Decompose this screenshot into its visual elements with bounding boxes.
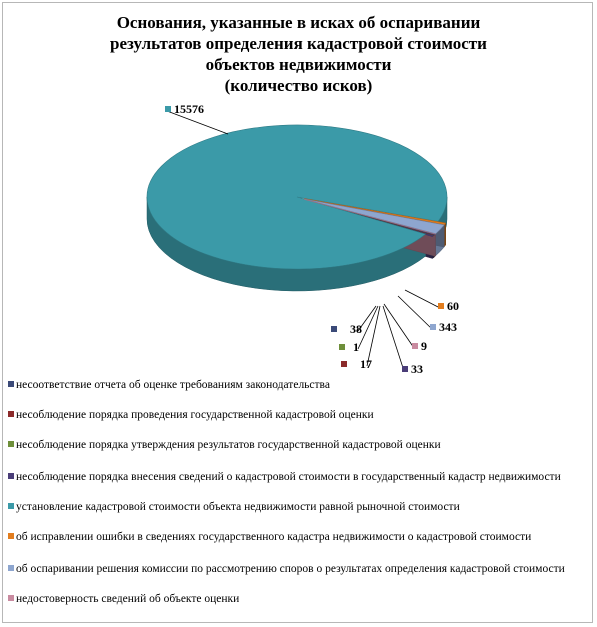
leader-line <box>405 290 440 308</box>
data-label-swatch <box>339 344 345 350</box>
legend-item <box>8 438 590 452</box>
chart-title-line: результатов определения кадастровой стоимости <box>110 34 487 53</box>
data-label: 38 <box>350 322 362 336</box>
legend-swatch <box>8 441 14 447</box>
data-label: 9 <box>421 339 427 353</box>
legend-label: несоблюдение порядка внесения сведений о кадастровой стоимости в государственный кадастр недвижимости <box>16 471 561 483</box>
legend-label: несоблюдение порядка проведения государственной кадастровой оценки <box>16 409 374 421</box>
data-label-swatch <box>438 303 444 309</box>
legend-swatch <box>8 533 14 539</box>
legend-swatch <box>8 595 14 601</box>
pie-slices <box>147 125 447 269</box>
legend-swatch <box>8 565 14 571</box>
legend-label: несоблюдение порядка утверждения результатов государственной кадастровой оценки <box>16 439 441 451</box>
leader-line <box>383 306 404 371</box>
legend-item <box>8 378 590 392</box>
legend-swatch <box>8 411 14 417</box>
legend-item <box>8 500 590 514</box>
legend-item <box>8 408 590 422</box>
legend-label: несоответствие отчета об оценке требованиям законодательства <box>16 379 330 391</box>
data-label-swatch <box>331 326 337 332</box>
data-label: 60 <box>447 299 459 313</box>
legend-item <box>8 470 590 484</box>
data-label: 343 <box>439 320 457 334</box>
legend-item <box>8 592 590 606</box>
data-label: 15576 <box>174 102 204 116</box>
legend-swatch <box>8 381 14 387</box>
pie-slice <box>147 125 447 269</box>
data-label-swatch <box>402 366 408 372</box>
data-label: 33 <box>411 362 423 376</box>
legend-label: об исправлении ошибки в сведениях государственного кадастра недвижимости о кадастровой стоимости <box>16 531 532 543</box>
legend-label: недостоверность сведений об объекте оценки <box>16 593 240 605</box>
data-label: 1 <box>353 340 359 354</box>
legend-label: об оспаривании решения комиссии по рассмотрению споров о результатах определения кадастровой стоимости <box>16 563 565 575</box>
data-label-swatch <box>165 106 171 112</box>
data-label-swatch <box>430 324 436 330</box>
chart-title-line: Основания, указанные в исках об оспаривании <box>116 13 481 32</box>
chart-title-line: (количество исков) <box>224 76 373 95</box>
leader-line <box>384 304 414 348</box>
legend-item <box>8 562 590 576</box>
legend-item <box>8 530 590 544</box>
data-label-swatch <box>341 361 347 367</box>
chart-title-line: объектов недвижимости <box>205 55 392 74</box>
legend-swatch <box>8 473 14 479</box>
legend-label: установление кадастровой стоимости объекта недвижимости равной рыночной стоимости <box>16 501 460 513</box>
data-label-swatch <box>412 343 418 349</box>
data-label: 17 <box>360 357 372 371</box>
legend-swatch <box>8 503 14 509</box>
